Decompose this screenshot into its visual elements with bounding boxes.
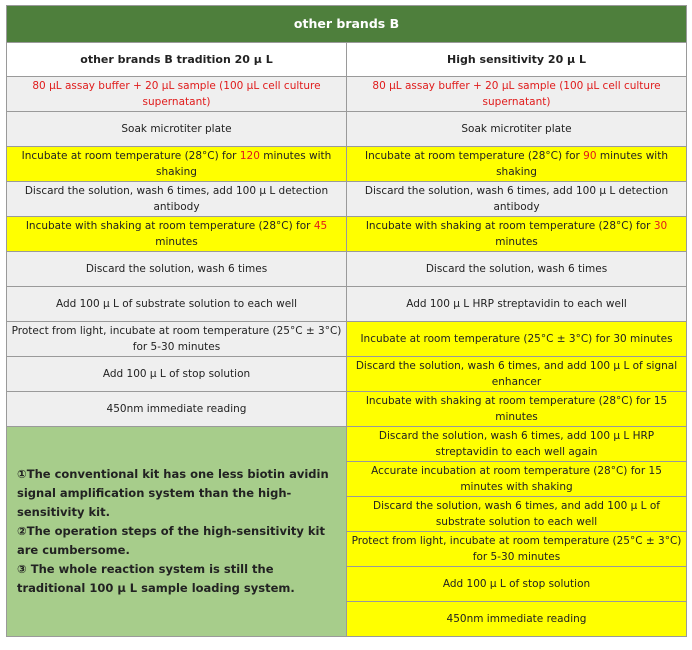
incubation-time-value: 30 <box>653 220 668 232</box>
step-high-sensitivity: 80 μL assay buffer + 20 μL sample (100 μL cell culture supernatant) <box>347 77 687 112</box>
step-traditional: Add 100 μ L of substrate solution to each well <box>7 287 347 322</box>
header-high-sensitivity: High sensitivity 20 μ L <box>347 43 687 77</box>
step-high-sensitivity: Accurate incubation at room temperature (28°C) for 15 minutes with shaking <box>347 462 687 497</box>
table-row <box>7 252 687 287</box>
table-row <box>7 287 687 322</box>
table-row <box>7 77 687 112</box>
comparison-table <box>6 5 687 637</box>
step-traditional: Discard the solution, wash 6 times, add 100 μ L detection antibody <box>7 182 347 217</box>
step-high-sensitivity: Discard the solution, wash 6 times, and add 100 μ L of substrate solution to each well <box>347 497 687 532</box>
note-1: ①The conventional kit has one less biotin avidin signal amplification system than the high-sensitivity kit. <box>17 467 329 519</box>
step-traditional: Discard the solution, wash 6 times <box>7 252 347 287</box>
step-high-sensitivity: Add 100 μ L of stop solution <box>347 567 687 602</box>
comparison-table-container <box>6 5 686 637</box>
table-title: other brands B <box>7 6 687 43</box>
step-traditional: 80 μL assay buffer + 20 μL sample (100 μL cell culture supernatant) <box>7 77 347 112</box>
step-traditional: Add 100 μ L of stop solution <box>7 357 347 392</box>
step-high-sensitivity: Discard the solution, wash 6 times <box>347 252 687 287</box>
step-high-sensitivity: Incubate with shaking at room temperature (28°C) for 30 minutes <box>347 217 687 252</box>
incubation-time-value: 45 <box>313 220 328 232</box>
step-high-sensitivity: Discard the solution, wash 6 times, add 100 μ L detection antibody <box>347 182 687 217</box>
step-high-sensitivity: Discard the solution, wash 6 times, and add 100 μ L of signal enhancer <box>347 357 687 392</box>
step-traditional: Incubate at room temperature (28°C) for 120 minutes with shaking <box>7 147 347 182</box>
table-row <box>7 147 687 182</box>
table-row <box>7 182 687 217</box>
step-traditional: Incubate with shaking at room temperature (28°C) for 45 minutes <box>7 217 347 252</box>
step-traditional: 450nm immediate reading <box>7 392 347 427</box>
note-2: ②The operation steps of the high-sensitivity kit are cumbersome. <box>17 524 325 557</box>
table-row <box>7 357 687 392</box>
step-high-sensitivity: 450nm immediate reading <box>347 602 687 637</box>
incubation-time-value: 120 <box>239 150 260 162</box>
table-row <box>7 112 687 147</box>
table-row <box>7 322 687 357</box>
conclusion-notes <box>7 427 347 637</box>
step-traditional: Soak microtiter plate <box>7 112 347 147</box>
header-row <box>7 43 687 77</box>
table-row <box>7 217 687 252</box>
step-high-sensitivity: Incubate with shaking at room temperature (28°C) for 15 minutes <box>347 392 687 427</box>
step-high-sensitivity: Incubate at room temperature (28°C) for 90 minutes with shaking <box>347 147 687 182</box>
step-high-sensitivity: Soak microtiter plate <box>347 112 687 147</box>
table-row <box>7 427 687 462</box>
header-traditional: other brands B tradition 20 μ L <box>7 43 347 77</box>
step-traditional: Protect from light, incubate at room temperature (25°C ± 3°C) for 5-30 minutes <box>7 322 347 357</box>
step-high-sensitivity: Add 100 μ L HRP streptavidin to each well <box>347 287 687 322</box>
table-row <box>7 392 687 427</box>
step-high-sensitivity: Discard the solution, wash 6 times, add 100 μ L HRP streptavidin to each well again <box>347 427 687 462</box>
step-high-sensitivity: Protect from light, incubate at room temperature (25°C ± 3°C) for 5-30 minutes <box>347 532 687 567</box>
step-high-sensitivity: Incubate at room temperature (25°C ± 3°C) for 30 minutes <box>347 322 687 357</box>
incubation-time-value: 90 <box>583 150 597 162</box>
note-3: ③ The whole reaction system is still the traditional 100 μ L sample loading system. <box>17 562 295 595</box>
title-row <box>7 6 687 43</box>
